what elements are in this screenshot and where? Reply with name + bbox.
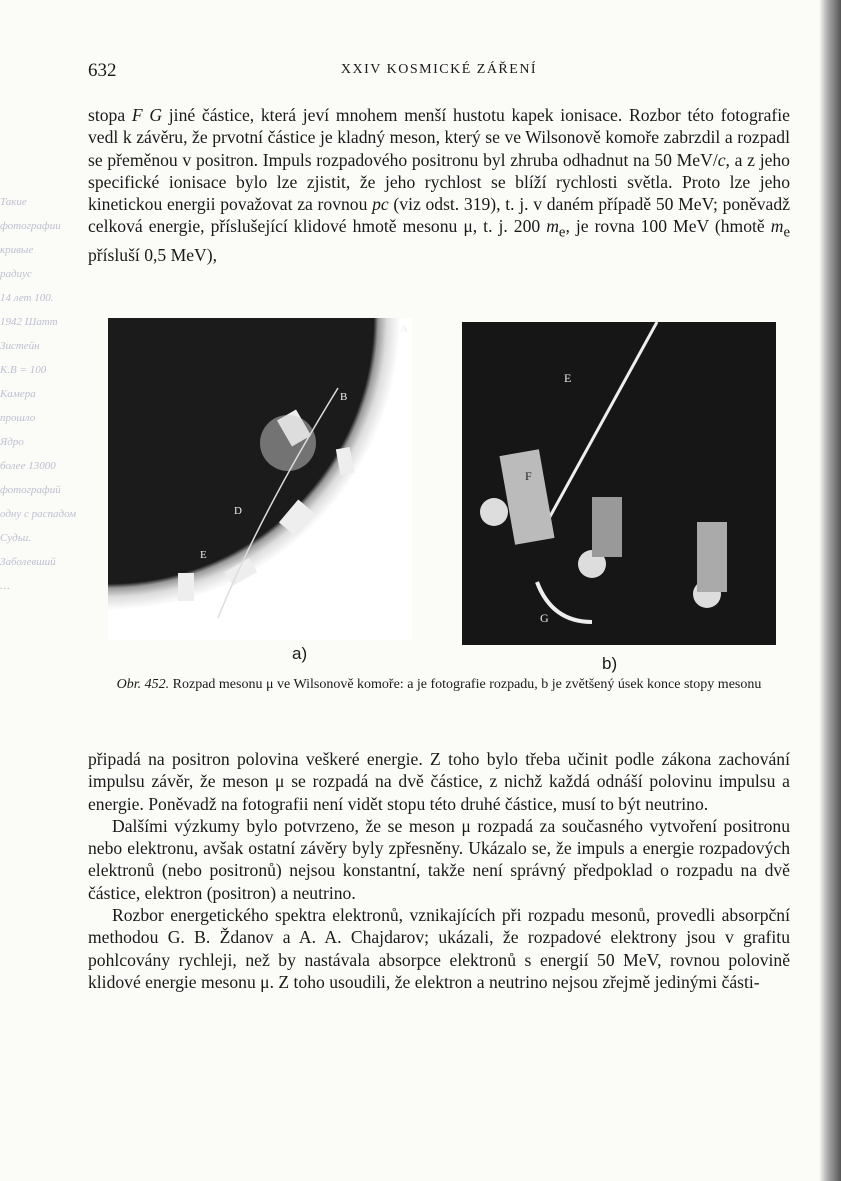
paragraphs-bottom	[88, 748, 790, 993]
margin-note: фотографии	[0, 220, 61, 232]
margin-note: Зистейн	[0, 340, 40, 352]
track-label: G	[540, 611, 549, 625]
figure-b-photo	[462, 322, 776, 645]
track-label: A	[400, 323, 408, 335]
page-number: 632	[88, 60, 117, 81]
margin-note: К.В = 100	[0, 364, 47, 376]
margin-note: более 13000	[0, 460, 56, 472]
margin-note: Заболевший	[0, 556, 56, 568]
margin-note: фотографий	[0, 484, 61, 496]
paragraph-top: stopa F G jiné částice, která jeví mnohem menší hustotu kapek ionisace. Rozbor této fotografie vedl k závěru, že prvotní částice je kladný meson, který se ve Wilsonově komoře zabrzdil a rozpadl se přeměnou v positron. Impuls rozpadového positronu byl zhruba odhadnut na 50 MeV/c, a z jeho specifické ionisace bylo lze zjistit, že jeho rychlost se blíží rychlosti světla. Proto lze jeho kinetickou energii považovat za rovnou pc (viz odst. 319), t. j. v daném případě 50 MeV; poněvadž celková energie, příslušející klidové hmotě mesonu μ, t. j. 200 $m_e$, je rovna 100 MeV (hmotě $m_e$ přísluší 0,5 MeV),	[88, 105, 790, 266]
figure-label-b: b)	[602, 654, 618, 673]
margin-note: кривые	[0, 244, 34, 256]
margin-note: 14 лет 100.	[0, 292, 54, 304]
margin-note: Такие	[0, 196, 27, 208]
handwritten-margin-notes	[0, 190, 84, 630]
caption-text: Rozpad mesonu μ ve Wilsonově komoře: a je fotografie rozpadu, b je zvětšený úsek konce stopy mesonu	[172, 677, 762, 692]
paragraph: Rozbor energetického spektra elektronů, vznikajících při rozpadu mesonů, provedli absorpční methodou G. B. Ždanov a A. A. Chajdarov; ukázali, že rozpadové elektrony jsou v grafitu pohlcovány rychleji, než by nastávala absorpce elektronů s energií 50 MeV, rovnou polovině klidové energie mesonu μ. Z toho usoudili, že elektron a neutrino nejsou zřejmě jedinými části-	[88, 905, 790, 992]
page-edge-shadow	[819, 0, 841, 1181]
running-head: XXIV KOSMICKÉ ZÁŘENÍ	[340, 62, 538, 77]
margin-note: одну с распадом	[0, 508, 77, 520]
track-label: E	[200, 549, 207, 561]
margin-note: Камера	[0, 388, 36, 400]
margin-note: Ядро	[0, 436, 24, 448]
margin-note: прошло	[0, 412, 36, 424]
margin-note: Судьи.	[0, 532, 32, 544]
cloud-chamber-photo-b	[462, 322, 776, 645]
paragraph: připadá na positron polovina veškeré energie. Z toho bylo třeba učinit podle zákona zachování impulsu závěr, že meson μ se rozpadá na dvě částice, z nichž každá odnáší polovinu impulsu a energie. Poněvadž na fotografii není vidět stopu této druhé částice, musí to být neutrino.	[88, 749, 790, 814]
track-label: B	[340, 391, 348, 403]
figure-label-a: a)	[292, 644, 308, 663]
margin-note: …	[0, 580, 10, 592]
page-header	[88, 60, 790, 84]
figure-caption	[88, 676, 790, 694]
figure-a-photo	[108, 318, 412, 640]
track-label: F	[525, 469, 532, 483]
track-label: D	[234, 505, 242, 517]
track-label: E	[564, 371, 572, 385]
paragraph: Dalšími výzkumy bylo potvrzeno, že se meson μ rozpadá za současného vytvoření positronu nebo elektronu, avšak ostatní závěry byly zpřesněny. Ukázalo se, že impuls a energie rozpadových elektronů (nebo positronů) nejsou konstantní, takže není správný předpoklad o rozpadu na dvě částice, elektron (positron) a neutrino.	[88, 815, 790, 903]
margin-note: 1942 Шатт	[0, 316, 58, 328]
margin-note: радиус	[0, 268, 32, 280]
caption-prefix: Obr. 452.	[116, 677, 170, 692]
cloud-chamber-photo-a	[108, 318, 412, 640]
